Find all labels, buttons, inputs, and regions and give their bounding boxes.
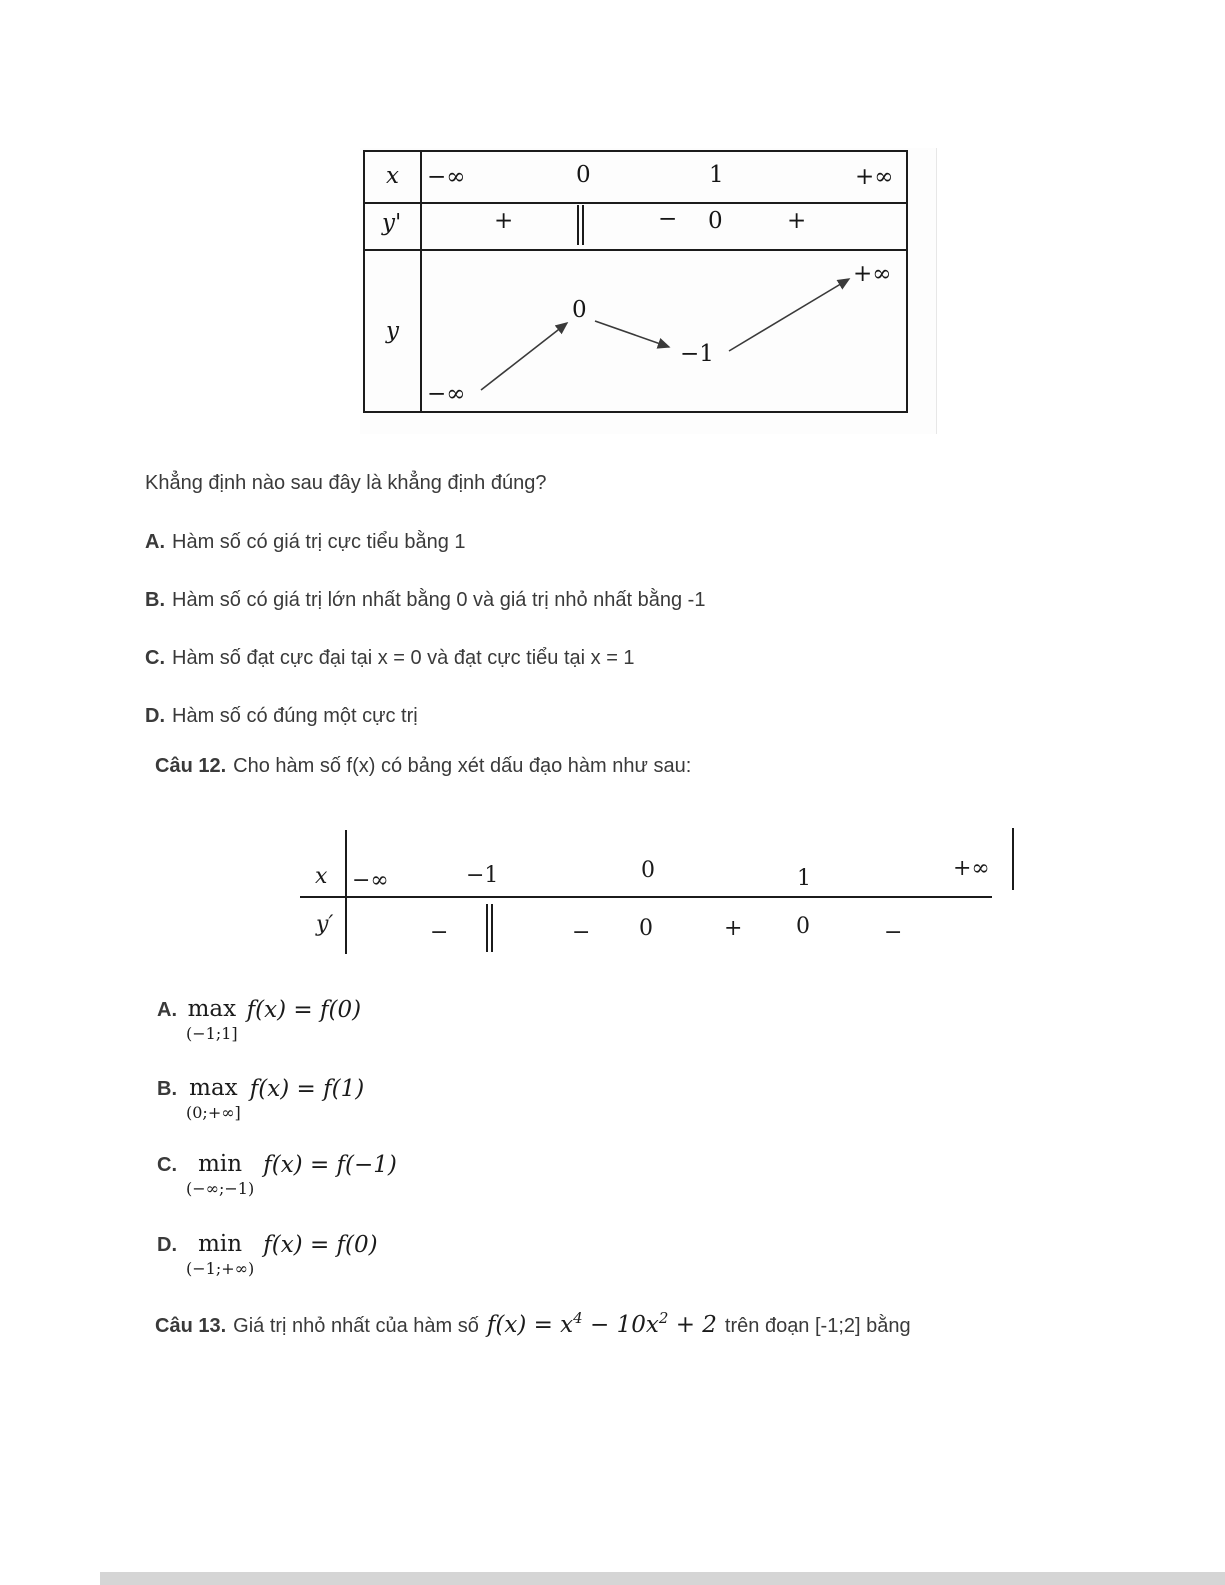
y-prime-sign: + <box>787 208 807 234</box>
question-13-label: Câu 13. <box>155 1315 227 1337</box>
y-start-value: −∞ <box>427 381 466 407</box>
discontinuity-double-bar <box>577 205 584 245</box>
row-label-y-prime: y′ <box>316 912 334 937</box>
x-value: 0 <box>641 858 655 883</box>
question-12-label: Câu 12. <box>155 755 227 777</box>
option-c-text: Hàm số đạt cực đại tại x = 0 và đạt cực tiểu tại x = 1 <box>172 647 635 669</box>
y-variation-curve <box>421 251 908 412</box>
operator-domain: (0;+∞] <box>186 1103 241 1123</box>
max-operator <box>186 1076 241 1122</box>
x-value: −1 <box>466 863 499 888</box>
table-vertical-line <box>1012 828 1014 890</box>
max-operator <box>186 997 238 1043</box>
x-value: 1 <box>709 162 724 188</box>
option-a-expression: f(x) = f(0) <box>246 997 362 1023</box>
option-b-expression: f(x) = f(1) <box>249 1076 365 1102</box>
operator-domain: (−∞;−1) <box>186 1179 255 1199</box>
operator-word: max <box>189 1075 238 1101</box>
x-value: 1 <box>797 866 811 891</box>
x-value: +∞ <box>855 164 894 190</box>
table-vertical-line <box>345 830 347 954</box>
question-13-pre-text: Giá trị nhỏ nhất của hàm số <box>233 1315 479 1337</box>
operator-domain: (−1;1] <box>186 1024 238 1044</box>
option-c-label: C. <box>145 647 165 669</box>
option-a <box>145 531 466 554</box>
option-d-label: D. <box>145 705 165 727</box>
row-label-x: x <box>315 864 328 889</box>
row-label-y-prime: y' <box>382 210 402 236</box>
increase-arrow <box>481 323 567 390</box>
operator-word: min <box>198 1151 243 1177</box>
formula-exponent: 2 <box>658 1309 669 1327</box>
y-prime-sign: − <box>658 206 678 232</box>
option-c <box>145 647 635 670</box>
x-value: −∞ <box>352 868 389 893</box>
question-12-text: Cho hàm số f(x) có bảng xét dấu đạo hàm như sau: <box>233 755 692 777</box>
question-13-post-text: trên đoạn [-1;2] bằng <box>724 1315 911 1337</box>
increase-arrow <box>729 279 849 351</box>
question-prompt: Khẳng định nào sau đây là khẳng định đúng? <box>145 472 547 494</box>
option-b <box>145 589 705 612</box>
variation-table <box>363 150 908 413</box>
option-a-label: A. <box>157 999 177 1021</box>
option-d-expression: f(x) = f(0) <box>263 1232 378 1258</box>
y-peak-value: 0 <box>572 297 587 323</box>
formula-part: − 10x <box>582 1312 659 1338</box>
sign-table <box>300 828 1016 956</box>
row-label-y: y <box>386 318 399 344</box>
discontinuity-double-bar <box>486 904 493 952</box>
y-prime-sign: + <box>494 208 514 234</box>
option-b-math <box>157 1076 364 1122</box>
operator-word: min <box>198 1231 243 1257</box>
formula-part: + 2 <box>668 1312 717 1338</box>
min-operator <box>186 1232 254 1278</box>
derivative-sign: − <box>884 920 903 945</box>
option-d-label: D. <box>157 1234 177 1256</box>
page-bottom-divider <box>100 1572 1225 1585</box>
option-a-math <box>157 997 361 1043</box>
option-b-text: Hàm số có giá trị lớn nhất bằng 0 và giá trị nhỏ nhất bằng -1 <box>172 589 706 611</box>
formula-part: f(x) = x <box>486 1312 574 1338</box>
option-c-expression: f(x) = f(−1) <box>263 1152 397 1178</box>
y-valley-value: −1 <box>680 341 714 367</box>
option-d <box>145 705 418 728</box>
x-value: 0 <box>576 162 591 188</box>
derivative-sign: − <box>572 920 591 945</box>
table-horizontal-line <box>300 896 992 898</box>
option-c-label: C. <box>157 1154 177 1176</box>
option-a-label: A. <box>145 531 165 553</box>
variation-table-image <box>360 148 937 434</box>
y-prime-sign: 0 <box>708 208 723 234</box>
question-13 <box>155 1309 911 1338</box>
y-end-value: +∞ <box>853 261 892 287</box>
derivative-sign: + <box>724 916 743 941</box>
derivative-sign: − <box>430 920 449 945</box>
option-b-label: B. <box>145 589 165 611</box>
question-12-header <box>155 755 691 778</box>
option-a-text: Hàm số có giá trị cực tiểu bằng 1 <box>172 531 466 553</box>
operator-word: max <box>187 996 237 1022</box>
decrease-arrow <box>595 321 669 347</box>
min-operator <box>186 1152 254 1198</box>
derivative-sign: 0 <box>796 914 810 939</box>
formula-exponent: 4 <box>573 1309 583 1327</box>
table-horizontal-line <box>365 202 906 204</box>
operator-domain: (−1;+∞) <box>186 1259 255 1279</box>
function-formula <box>486 1309 717 1338</box>
x-value: −∞ <box>427 164 466 190</box>
row-label-x: x <box>386 163 399 189</box>
derivative-sign: 0 <box>639 916 653 941</box>
x-value: +∞ <box>953 856 990 881</box>
option-d-math <box>157 1232 378 1278</box>
option-d-text: Hàm số có đúng một cực trị <box>172 705 418 727</box>
option-b-label: B. <box>157 1078 177 1100</box>
option-c-math <box>157 1152 397 1198</box>
